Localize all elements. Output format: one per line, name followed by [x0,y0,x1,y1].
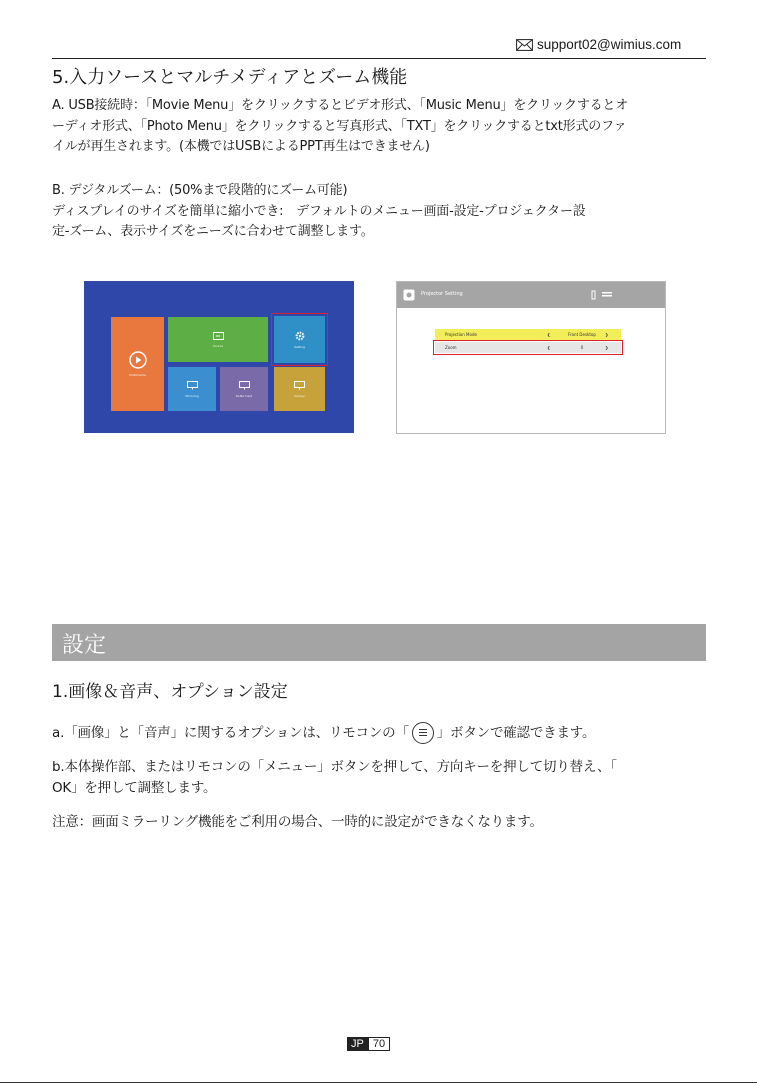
note-text: 注意：画面ミラーリング機能をご利用の場合、一時的に設定ができなくなります。 [52,814,543,830]
envelope-icon [516,39,533,51]
gear-icon [295,331,305,341]
instruction-b-line1: b.本体操作部、またはリモコンの「メニュー」ボタンを押して、方向キーを押して切り替え、「 [52,759,617,775]
tile-multimedia [111,317,164,411]
tile-dlna [220,367,268,411]
instruction-a-text-end: 」ボタンで確認できます。 [436,725,596,741]
instruction-a [52,721,595,744]
email-header [516,37,681,52]
tile-label: Mirroring [185,393,199,398]
page-number: 70 [368,1037,390,1051]
setting-title: Projector Setting [421,291,463,297]
tile-airplay [274,367,325,411]
tile-label: Multimedia [129,373,146,377]
chevron-left-icon: ❮ [547,345,551,350]
paragraph-zoom [52,181,712,243]
settings-heading: 1.画像＆音声、オプション設定 [52,682,288,702]
paragraph-usb [52,96,712,158]
setting-title-bar [397,282,665,308]
tile-setting [274,316,325,363]
footer-divider [0,1082,757,1083]
input-icon [213,332,224,340]
row-value: 0 [580,345,584,350]
header-divider [52,58,706,59]
tile-label: Airplay [294,393,305,398]
tile-label: Source [212,343,224,348]
paragraph-line: イルが再生されます。(本機ではUSBによるPPT再生はできません) [52,139,430,154]
chevron-left-icon: ❮ [547,332,551,337]
setting-row-zoom [435,342,621,353]
tile-label: Setting [294,344,305,349]
paragraph-line: B. デジタルズーム：(50%まで段階的にズーム可能) [52,183,348,198]
email-address: support02@wimius.com [537,37,682,52]
section-bar-title: 設定 [62,633,107,658]
menu-button-icon [412,722,434,744]
language-label: JP [347,1037,368,1051]
row-label: Zoom [445,345,457,350]
setting-icon [403,289,415,301]
page-number-badge [347,1037,390,1051]
section-bar [52,624,706,661]
row-label: Projection Mode [445,332,477,337]
monitor-icon [294,381,305,390]
chevron-right-icon: ❯ [605,345,609,350]
setting-row-projection-mode [435,329,621,340]
instruction-b-line2: OK」を押して調整します。 [52,780,217,796]
paragraph-line: 定-ズーム、表示サイズをニーズに合わせて調整します。 [52,224,374,239]
paragraph-line: ーディオ形式、「Photo Menu」をクリックすると写真形式、「TXT」をクリックするとtxt形式のファ [52,118,627,134]
play-circle-icon [129,351,147,369]
usb-wifi-status-icon [591,290,613,300]
paragraph-line: A. USB接続時：「Movie Menu」をクリックするとビデオ形式、「Music Menu」をクリックするとオ [52,98,629,113]
section-title: 5.入力ソースとマルチメディアとズーム機能 [52,67,408,88]
monitor-icon [239,381,250,390]
tile-label: DLNA Cast [236,393,252,398]
chevron-right-icon: ❯ [605,332,609,337]
row-value: Front Desktop [568,332,596,337]
paragraph-line: ディスプレイのサイズを簡単に縮小でき: デフォルトのメニュー画面-設定-プロジェクター設 [52,203,586,219]
projector-setting-screenshot [396,281,666,434]
tile-source [168,317,268,362]
monitor-icon [187,381,198,390]
tile-mirroring [168,367,216,411]
instruction-a-text: a.「画像」と「音声」に関するオプションは、リモコンの「 [52,725,409,741]
home-menu-screenshot [84,281,354,433]
